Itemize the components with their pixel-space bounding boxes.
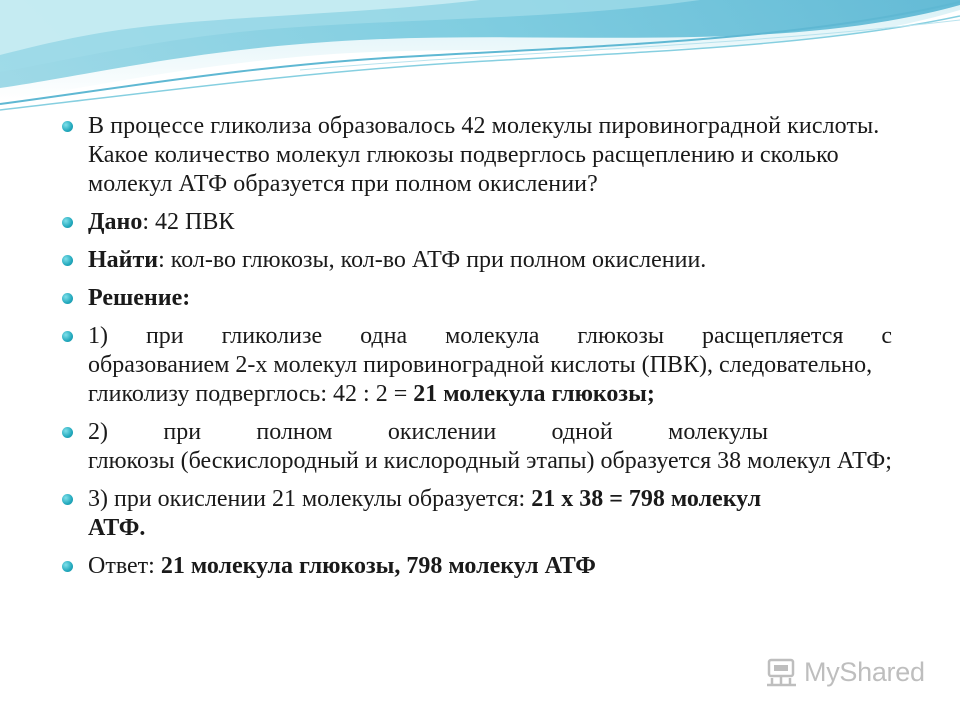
step-3-text: 3) при окислении 21 молекулы образуется: bbox=[88, 486, 532, 512]
list-item-step-1 bbox=[62, 322, 892, 409]
given-label: Дано bbox=[88, 209, 143, 235]
slide-content bbox=[62, 112, 892, 590]
list-item-answer bbox=[62, 552, 892, 581]
myshared-watermark bbox=[766, 656, 925, 688]
bullet-icon bbox=[62, 255, 73, 266]
solution-heading: Решение: bbox=[88, 285, 191, 311]
step-3-result: 21 х 38 = 798 молекул АТФ. bbox=[88, 486, 762, 541]
bullet-icon bbox=[62, 561, 73, 572]
question-text: В процессе гликолиза образовалось 42 молекулы пировиноградной кислоты. Какое количество молекул глюкозы подверглось расщеплению и сколько молекул АТФ образуется при полном окислении? bbox=[88, 113, 880, 197]
myshared-logo-icon bbox=[766, 656, 800, 688]
answer-label: Ответ: bbox=[88, 553, 161, 579]
list-item-given bbox=[62, 208, 892, 237]
answer-value: 21 молекула глюкозы, 798 молекул АТФ bbox=[160, 553, 596, 579]
list-item-step-3 bbox=[62, 485, 818, 543]
list-item-question bbox=[62, 112, 892, 199]
step-1-result: 21 молекула глюкозы; bbox=[413, 381, 655, 407]
watermark-text: MyShared bbox=[804, 656, 925, 687]
bullet-icon bbox=[62, 217, 73, 228]
bullet-icon bbox=[62, 427, 73, 438]
step-1-first-line: 1) при гликолизе одна молекула глюкозы расщепляется с bbox=[88, 323, 892, 349]
find-value: : кол-во глюкозы, кол-во АТФ при полном окислении. bbox=[158, 247, 707, 273]
step-2-text: глюкозы (бескислородный и кислородный этапы) образуется 38 молекул АТФ; bbox=[88, 448, 892, 474]
bullet-icon bbox=[62, 121, 73, 132]
step-2-first-line: 2) при полном окислении одной молекулы bbox=[88, 419, 768, 445]
step-1-text: образованием 2-х молекул пировиноградной кислоты (ПВК), следовательно, гликолизу подверглось: 42 : 2 = bbox=[88, 352, 873, 407]
list-item-find bbox=[62, 246, 892, 275]
bullet-icon bbox=[62, 331, 73, 342]
list-item-solution-heading bbox=[62, 284, 892, 313]
given-value: : 42 ПВК bbox=[142, 209, 235, 235]
header-wave-decoration bbox=[0, 0, 960, 120]
bullet-icon bbox=[62, 494, 73, 505]
list-item-step-2 bbox=[62, 418, 892, 476]
bullet-icon bbox=[62, 293, 73, 304]
find-label: Найти bbox=[88, 247, 159, 273]
